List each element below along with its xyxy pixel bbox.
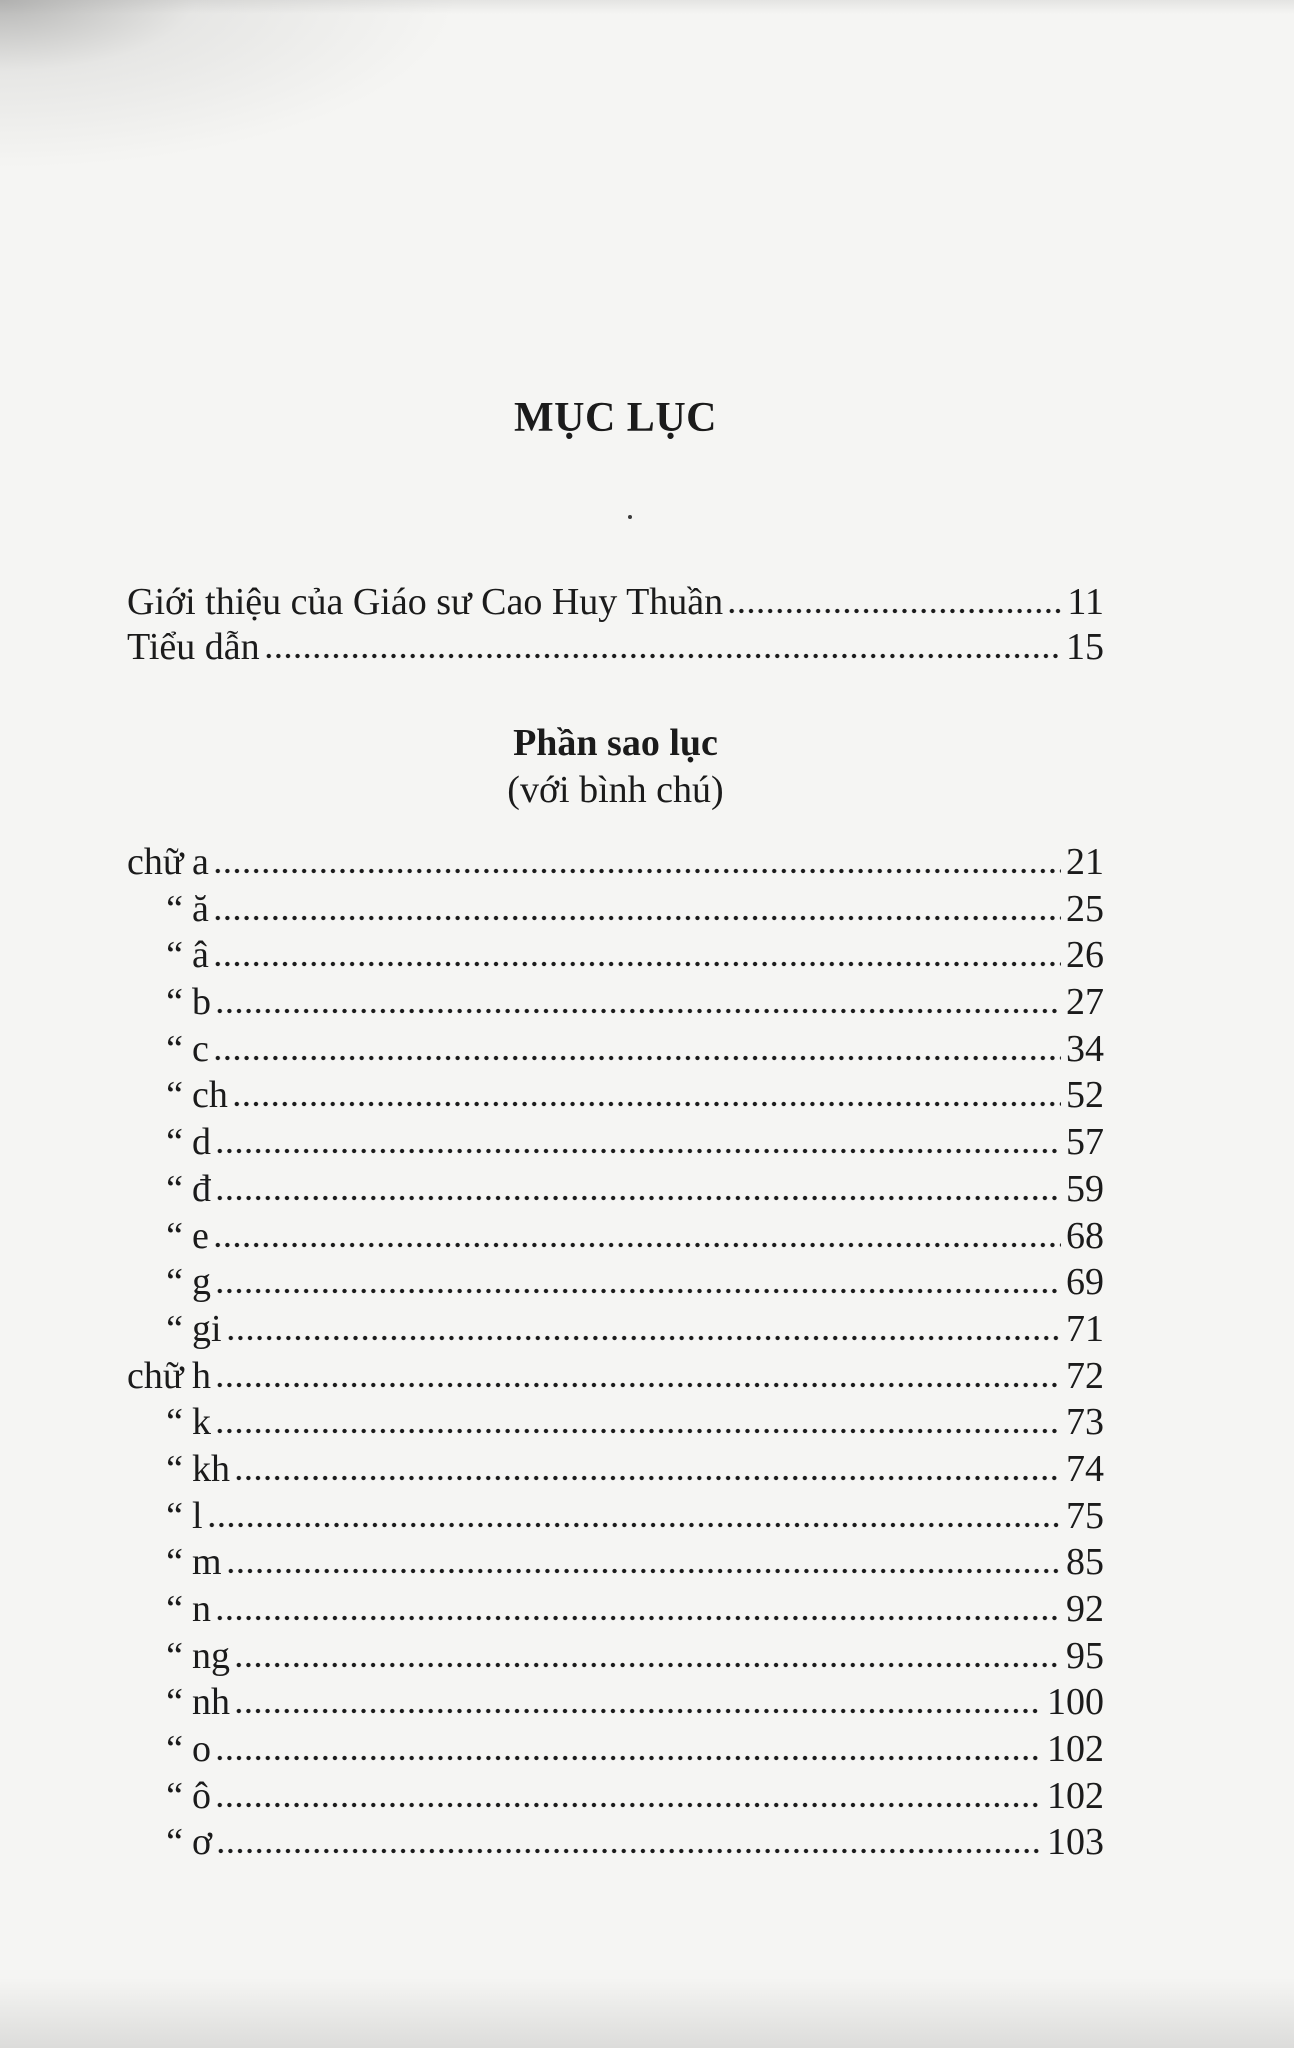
entry-page-number: 103 bbox=[1047, 1821, 1104, 1864]
dot-leader bbox=[215, 1802, 1042, 1808]
toc-entry bbox=[127, 1539, 1104, 1586]
entry-page-number: 59 bbox=[1066, 1167, 1104, 1210]
entry-letter: ng bbox=[192, 1634, 230, 1677]
entry-page-number: 57 bbox=[1066, 1121, 1104, 1164]
toc-entry bbox=[127, 979, 1104, 1026]
entry-page-number: 75 bbox=[1066, 1494, 1104, 1537]
dot-leader bbox=[215, 1755, 1042, 1761]
entry-letter: c bbox=[192, 1027, 209, 1070]
entry-page-number: 69 bbox=[1066, 1261, 1104, 1304]
toc-entry bbox=[127, 1166, 1104, 1213]
entry-prefix: “ bbox=[166, 1447, 183, 1490]
entry-prefix: “ bbox=[166, 1401, 183, 1444]
toc-entry bbox=[127, 1446, 1104, 1493]
entry-letter: ô bbox=[192, 1774, 211, 1817]
entry-prefix: “ bbox=[166, 1261, 183, 1304]
dot-leader bbox=[216, 1848, 1042, 1854]
dot-leader bbox=[213, 1242, 1061, 1248]
scan-shadow-top bbox=[0, 0, 1294, 14]
entry-letter: ă bbox=[192, 887, 209, 930]
toc-entry bbox=[127, 1306, 1104, 1353]
entry-page-number: 85 bbox=[1066, 1541, 1104, 1584]
entry-prefix: chữ bbox=[127, 1354, 184, 1397]
dot-leader bbox=[226, 1335, 1061, 1341]
entry-letter: ơ bbox=[192, 1821, 213, 1864]
dot-leader bbox=[213, 868, 1061, 874]
entry-letter: g bbox=[192, 1261, 211, 1304]
entry-page-number: 73 bbox=[1066, 1401, 1104, 1444]
entry-page-number: 92 bbox=[1066, 1588, 1104, 1630]
entry-letter: l bbox=[192, 1494, 203, 1537]
toc-entry bbox=[127, 1119, 1104, 1166]
entry-page-number: 72 bbox=[1066, 1354, 1104, 1397]
ornament-dot bbox=[628, 515, 632, 519]
section-subheading: (với bình chú) bbox=[507, 769, 724, 811]
entry-page-number: 21 bbox=[1066, 841, 1104, 883]
entry-letter: nh bbox=[192, 1681, 230, 1724]
toc-entry bbox=[127, 932, 1104, 979]
entry-page-number: 68 bbox=[1066, 1214, 1104, 1257]
entry-letter: n bbox=[192, 1588, 211, 1630]
entry-page-number: 34 bbox=[1066, 1027, 1104, 1070]
entry-prefix: “ bbox=[166, 1728, 183, 1771]
entry-prefix: chữ bbox=[127, 841, 184, 883]
toc-title: MỤC LỤC bbox=[514, 395, 717, 441]
entry-page-number: 74 bbox=[1066, 1447, 1104, 1490]
dot-leader bbox=[234, 1708, 1042, 1714]
entry-prefix: “ bbox=[166, 1774, 183, 1817]
section-heading: Phần sao lục bbox=[513, 722, 718, 764]
entry-prefix: “ bbox=[166, 1821, 183, 1864]
scan-shadow-corner bbox=[0, 0, 460, 170]
toc-entry bbox=[127, 625, 1104, 670]
toc-entry bbox=[127, 1586, 1104, 1633]
dot-leader bbox=[232, 1101, 1061, 1107]
entry-prefix: “ bbox=[166, 887, 183, 930]
entry-page-number: 100 bbox=[1047, 1681, 1104, 1724]
toc-entry bbox=[127, 1633, 1104, 1680]
front-matter-list bbox=[127, 580, 1104, 670]
entry-prefix: “ bbox=[166, 1074, 183, 1117]
dot-leader bbox=[215, 1288, 1061, 1294]
entry-prefix: “ bbox=[166, 1027, 183, 1070]
entry-prefix: “ bbox=[166, 1167, 183, 1210]
entry-page-number: 15 bbox=[1066, 626, 1104, 668]
entry-letter: kh bbox=[192, 1447, 230, 1490]
toc-entry bbox=[127, 1213, 1104, 1260]
entry-page-number: 11 bbox=[1067, 581, 1104, 623]
entry-letter: d bbox=[192, 1121, 211, 1164]
entry-prefix: “ bbox=[166, 934, 183, 977]
entry-letter: m bbox=[192, 1541, 222, 1584]
entry-prefix: “ bbox=[166, 1121, 183, 1164]
entry-page-number: 26 bbox=[1066, 934, 1104, 977]
entry-letter: ch bbox=[192, 1074, 228, 1117]
entry-letter: e bbox=[192, 1214, 209, 1257]
dot-leader bbox=[213, 1055, 1061, 1061]
toc-entry bbox=[127, 1026, 1104, 1073]
toc-entry bbox=[127, 1819, 1104, 1866]
dot-leader bbox=[215, 1195, 1061, 1201]
toc-entry bbox=[127, 1726, 1104, 1773]
toc-entry bbox=[127, 1399, 1104, 1446]
dot-leader bbox=[727, 608, 1062, 614]
toc-entry bbox=[127, 1493, 1104, 1540]
dot-leader bbox=[215, 1428, 1061, 1434]
entry-page-number: 102 bbox=[1047, 1728, 1104, 1771]
dot-leader bbox=[215, 1008, 1061, 1014]
entry-page-number: 52 bbox=[1066, 1074, 1104, 1117]
dot-leader bbox=[234, 1662, 1061, 1668]
entry-prefix: “ bbox=[166, 1588, 183, 1630]
entry-prefix: “ bbox=[166, 1541, 183, 1584]
entry-prefix: “ bbox=[166, 1214, 183, 1257]
toc-entry bbox=[127, 1259, 1104, 1306]
entry-prefix: “ bbox=[166, 1681, 183, 1724]
entry-letter: h bbox=[192, 1354, 211, 1397]
dot-leader bbox=[207, 1522, 1061, 1528]
entry-page-number: 27 bbox=[1066, 981, 1104, 1024]
entry-prefix: “ bbox=[166, 1494, 183, 1537]
dot-leader bbox=[234, 1475, 1061, 1481]
toc-entry bbox=[127, 1679, 1104, 1726]
entry-letter: b bbox=[192, 981, 211, 1024]
dot-leader bbox=[215, 1148, 1061, 1154]
section-header bbox=[127, 720, 1104, 814]
entry-label: Tiểu dẫn bbox=[127, 626, 260, 668]
entry-letter: đ bbox=[192, 1167, 211, 1210]
scan-shadow-bottom bbox=[0, 1978, 1294, 2048]
entry-letter: k bbox=[192, 1401, 211, 1444]
toc-entry bbox=[127, 1773, 1104, 1820]
dot-leader bbox=[213, 915, 1061, 921]
toc-entry bbox=[127, 886, 1104, 933]
entry-label: Giới thiệu của Giáo sư Cao Huy Thuần bbox=[127, 581, 724, 623]
toc-entry bbox=[127, 580, 1104, 625]
dot-leader bbox=[213, 961, 1061, 967]
toc-entry bbox=[127, 839, 1104, 886]
letter-entry-list bbox=[127, 839, 1104, 1866]
entry-page-number: 25 bbox=[1066, 887, 1104, 930]
entry-page-number: 102 bbox=[1047, 1774, 1104, 1817]
dot-leader bbox=[264, 653, 1061, 659]
entry-prefix: “ bbox=[166, 1307, 183, 1350]
entry-page-number: 95 bbox=[1066, 1634, 1104, 1677]
entry-prefix: “ bbox=[166, 1634, 183, 1677]
entry-page-number: 71 bbox=[1066, 1307, 1104, 1350]
entry-letter: a bbox=[192, 841, 209, 883]
dot-leader bbox=[226, 1568, 1061, 1574]
entry-prefix: “ bbox=[166, 981, 183, 1024]
entry-letter: o bbox=[192, 1728, 211, 1771]
toc-entry bbox=[127, 1353, 1104, 1400]
dot-leader bbox=[215, 1382, 1061, 1388]
entry-letter: â bbox=[192, 934, 209, 977]
dot-leader bbox=[215, 1615, 1061, 1621]
entry-letter: gi bbox=[192, 1307, 222, 1350]
toc-entry bbox=[127, 1072, 1104, 1119]
